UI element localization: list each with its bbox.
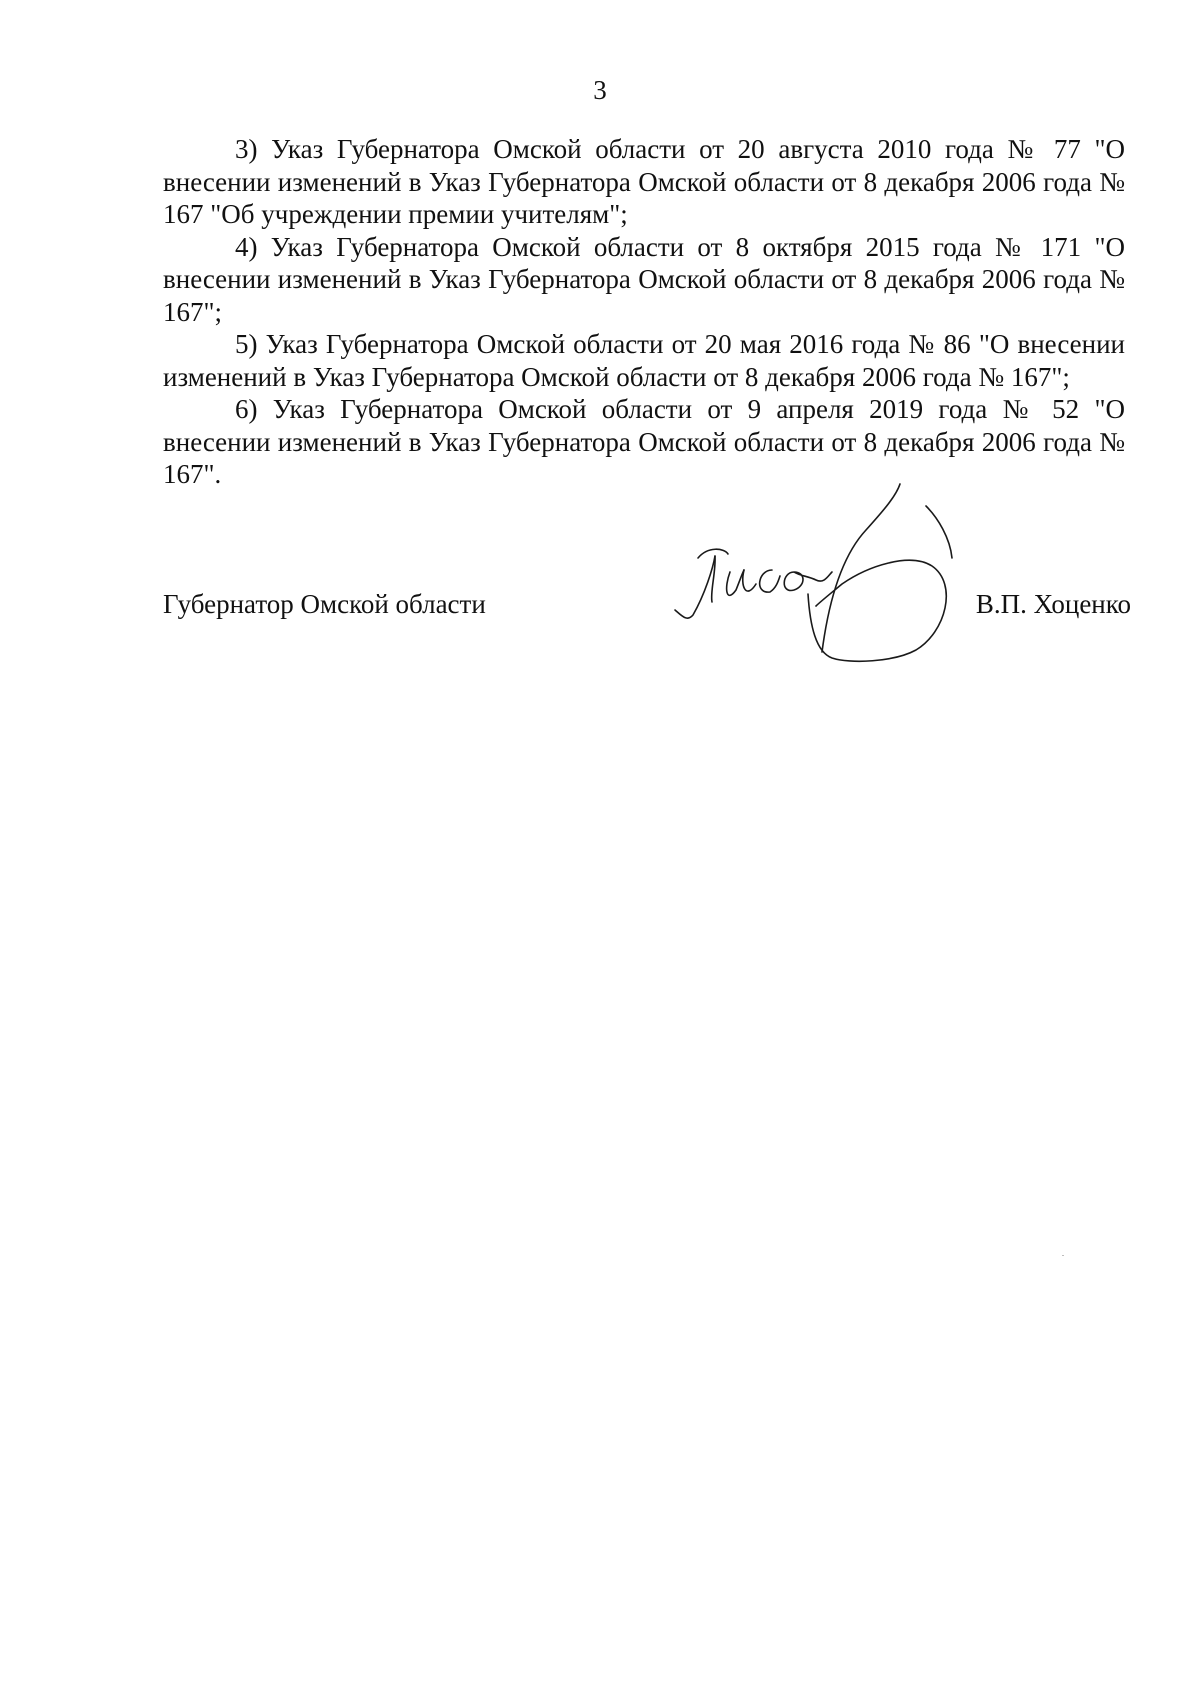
- list-item: 5) Указ Губернатора Омской области от 20 мая 2016 года № 86 "О внесении изменений в Указ Губернатора Омской области от 8 декабря 2006 года № 167";: [163, 329, 1125, 392]
- handwritten-signature: [660, 476, 1000, 676]
- list-item: 6) Указ Губернатора Омской области от 9 апреля 2019 года № 52 "О внесении изменений в Указ Губернатора Омской области от 8 декабря 2006 года № 167".: [163, 394, 1125, 489]
- list-item: 4) Указ Губернатора Омской области от 8 октября 2015 года № 171 "О внесении изменений в Указ Губернатора Омской области от 8 декабря 2006 года № 167";: [163, 231, 1125, 327]
- scan-speck: [1062, 1255, 1064, 1256]
- document-body: [163, 133, 1125, 491]
- page-number: 3: [593, 75, 607, 105]
- signer-title: Губернатор Омской области: [163, 589, 486, 619]
- list-item: 3) Указ Губернатора Омской области от 20 августа 2010 года № 77 "О внесении изменений в Указ Губернатора Омской области от 8 декабря 2006 года № 167 "Об учреждении премии учителям";: [163, 134, 1125, 229]
- signer-name: В.П. Хоценко: [975, 589, 1131, 619]
